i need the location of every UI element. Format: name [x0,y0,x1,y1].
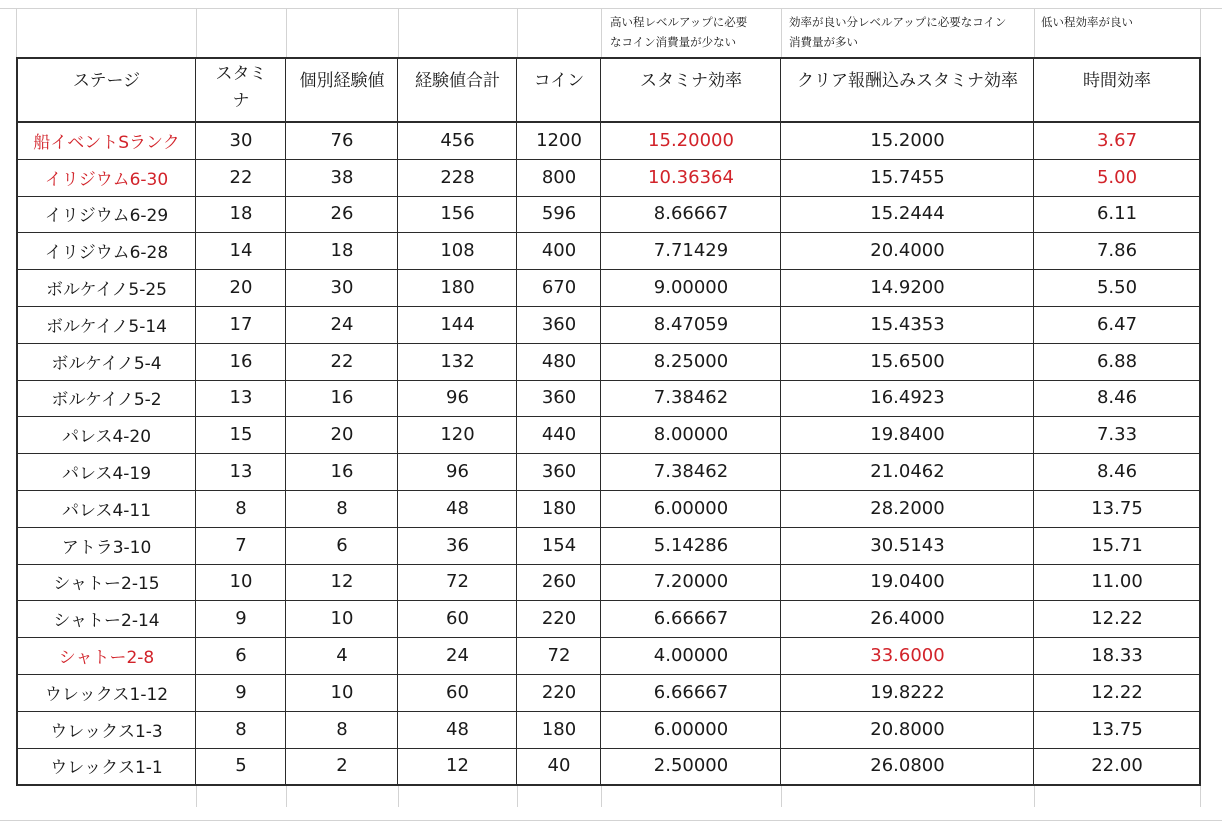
grid-line [1200,784,1201,807]
cell-exp-each[interactable]: 30 [330,277,354,299]
cell-exp-each[interactable]: 8 [336,718,348,740]
cell-clear-eff[interactable]: 15.4353 [870,313,945,335]
cell-stamina-eff[interactable]: 7.20000 [653,571,729,593]
grid-line [16,306,1201,307]
cell-stamina-eff[interactable]: 7.38462 [653,461,729,483]
cell-coin[interactable]: 800 [541,166,577,188]
cell-exp-each[interactable]: 16 [330,387,354,409]
cell-clear-eff[interactable]: 26.4000 [870,608,945,630]
grid-line [16,57,18,785]
cell-clear-eff[interactable]: 33.6000 [870,645,945,667]
cell-exp-each[interactable]: 26 [330,203,354,225]
time-eff-note[interactable]: 低い程効率が良い [1041,15,1133,29]
cell-stamina[interactable]: 30 [229,129,253,151]
cell-stamina-eff[interactable]: 6.66667 [653,681,729,703]
cell-time-eff[interactable]: 12.22 [1091,681,1143,703]
cell-exp-each[interactable]: 16 [330,461,354,483]
cell-stamina[interactable]: 5 [235,755,247,777]
cell-exp-total[interactable]: 156 [440,203,475,225]
cell-exp-each[interactable]: 22 [330,350,354,372]
grid-line [1200,8,1201,58]
cell-exp-total[interactable]: 72 [446,571,469,593]
cell-stage[interactable]: シャトー2-14 [53,611,160,632]
header-exp-each[interactable]: 個別経験値 [299,71,385,91]
cell-exp-each[interactable]: 4 [336,645,348,667]
cell-exp-total[interactable]: 60 [446,608,469,630]
grid-line [16,600,1201,601]
grid-line [16,196,1201,197]
cell-coin[interactable]: 596 [541,203,577,225]
grid-line [16,784,1201,786]
cell-stage[interactable]: ボルケイノ5-14 [45,316,168,337]
cell-exp-each[interactable]: 76 [330,129,354,151]
cell-clear-eff[interactable]: 21.0462 [870,461,945,483]
header-time-eff[interactable]: 時間効率 [1083,71,1151,91]
cell-stamina[interactable]: 8 [235,497,247,519]
grid-line [601,8,602,58]
header-exp-total[interactable]: 経験値合計 [415,71,500,91]
cell-time-eff[interactable]: 7.33 [1096,424,1138,446]
grid-line [1034,8,1035,58]
cell-time-eff[interactable]: 8.46 [1096,461,1138,483]
cell-clear-eff[interactable]: 26.0800 [870,755,945,777]
grid-line [16,8,17,58]
cell-stamina-eff[interactable]: 5.14286 [653,534,729,556]
cell-clear-eff[interactable]: 14.9200 [870,277,945,299]
cell-time-eff[interactable]: 11.00 [1091,571,1143,593]
cell-stamina[interactable]: 20 [229,277,253,299]
cell-exp-total[interactable]: 108 [440,240,475,262]
stamina-eff-note-line2[interactable]: なコイン消費量が少ない [610,35,737,49]
cell-stage[interactable]: パレス4-11 [61,500,152,521]
cell-stamina-eff[interactable]: 7.38462 [653,387,729,409]
cell-exp-total[interactable]: 48 [446,497,469,519]
clear-eff-note-line2[interactable]: 消費量が多い [789,35,858,49]
cell-time-eff[interactable]: 15.71 [1091,534,1143,556]
grid-line [16,637,1201,638]
cell-exp-total[interactable]: 96 [446,461,469,483]
grid-line [16,453,1201,454]
cell-exp-total[interactable]: 12 [446,755,469,777]
cell-stage[interactable]: イリジウム6-28 [44,243,169,264]
grid-line [16,711,1201,712]
cell-coin[interactable]: 72 [547,645,571,667]
grid-line [516,57,517,785]
cell-stamina-eff[interactable]: 6.66667 [653,608,729,630]
cell-stage[interactable]: ウレックス1-12 [44,684,169,705]
cell-stamina-eff[interactable]: 8.25000 [653,350,729,372]
cell-exp-total[interactable]: 36 [446,534,469,556]
cell-stamina-eff[interactable]: 7.71429 [653,240,729,262]
cell-clear-eff[interactable]: 19.8222 [870,681,945,703]
cell-stamina[interactable]: 15 [229,424,253,446]
cell-exp-each[interactable]: 24 [330,313,354,335]
cell-coin[interactable]: 480 [541,350,577,372]
grid-line [781,784,782,807]
cell-stamina[interactable]: 7 [235,534,247,556]
grid-line [16,121,1201,123]
stamina-eff-note-line1[interactable]: 高い程レベルアップに必要 [610,15,748,29]
cell-stamina-eff[interactable]: 6.00000 [653,718,729,740]
grid-line [16,232,1201,233]
grid-line [196,8,197,58]
cell-exp-total[interactable]: 180 [440,277,475,299]
cell-time-eff[interactable]: 6.47 [1096,313,1138,335]
cell-stamina-eff[interactable]: 10.36364 [648,166,734,188]
cell-stage[interactable]: パレス4-20 [61,427,152,448]
cell-stage[interactable]: 船イベントSランク [33,132,180,153]
grid-line [16,57,1201,59]
cell-exp-each[interactable]: 2 [336,755,348,777]
cell-exp-each[interactable]: 20 [330,424,354,446]
cell-clear-eff[interactable]: 16.4923 [870,387,945,409]
grid-line [780,57,781,785]
cell-stamina-eff[interactable]: 8.00000 [653,424,729,446]
cell-stamina[interactable]: 13 [229,461,253,483]
cell-stamina[interactable]: 13 [229,387,253,409]
grid-line [196,784,197,807]
cell-time-eff[interactable]: 7.86 [1096,240,1138,262]
cell-stamina[interactable]: 9 [235,681,247,703]
cell-clear-eff[interactable]: 28.2000 [870,497,945,519]
grid-line [16,269,1201,270]
cell-clear-eff[interactable]: 20.4000 [870,240,945,262]
cell-stamina-eff[interactable]: 2.50000 [653,755,729,777]
cell-coin[interactable]: 260 [541,571,577,593]
cell-time-eff[interactable]: 22.00 [1091,755,1143,777]
grid-line [1199,57,1201,785]
cell-stamina-eff[interactable]: 15.20000 [648,129,734,151]
cell-stamina-eff[interactable]: 4.00000 [653,645,729,667]
cell-time-eff[interactable]: 18.33 [1091,645,1143,667]
cell-exp-total[interactable]: 144 [440,313,475,335]
cell-coin[interactable]: 180 [541,718,577,740]
header-coin[interactable]: コイン [533,71,585,91]
cell-coin[interactable]: 180 [541,497,577,519]
cell-stage[interactable]: パレス4-19 [61,464,152,485]
header-clear-eff[interactable]: クリア報酬込みスタミナ効率 [797,71,1018,91]
cell-stamina[interactable]: 8 [235,718,247,740]
grid-line [517,784,518,807]
grid-line [286,784,287,807]
cell-exp-each[interactable]: 6 [336,534,348,556]
clear-eff-note-line1[interactable]: 効率が良い分レベルアップに必要なコイン [789,15,1007,29]
cell-clear-eff[interactable]: 19.8400 [870,424,945,446]
grid-line [286,8,287,58]
grid-line [16,674,1201,675]
header-stage[interactable]: ステージ [72,71,141,91]
grid-line [16,564,1201,565]
grid-line [398,784,399,807]
cell-stage[interactable]: ウレックス1-1 [50,758,163,779]
cell-clear-eff[interactable]: 15.6500 [870,350,945,372]
grid-line [16,159,1201,160]
cell-clear-eff[interactable]: 30.5143 [870,534,945,556]
cell-stage[interactable]: イリジウム6-30 [44,169,169,190]
cell-time-eff[interactable]: 5.00 [1096,166,1138,188]
cell-time-eff[interactable]: 8.46 [1096,387,1138,409]
cell-stage[interactable]: シャトー2-8 [58,648,155,669]
cell-time-eff[interactable]: 3.67 [1096,129,1138,151]
cell-stage[interactable]: ボルケイノ5-25 [45,280,168,301]
cell-stage[interactable]: ボルケイノ5-4 [51,353,162,374]
grid-line [601,784,602,807]
cell-coin[interactable]: 360 [541,313,577,335]
grid-line [16,343,1201,344]
cell-time-eff[interactable]: 13.75 [1091,497,1143,519]
cell-stage[interactable]: イリジウム6-29 [44,206,169,227]
grid-line [600,57,601,785]
grid-line [1034,784,1035,807]
grid-line [285,57,286,785]
cell-exp-each[interactable]: 18 [330,240,354,262]
cell-coin[interactable]: 360 [541,387,577,409]
cell-exp-total[interactable]: 48 [446,718,469,740]
grid-line [16,748,1201,749]
cell-exp-total[interactable]: 456 [440,129,475,151]
cell-exp-total[interactable]: 132 [440,350,475,372]
cell-time-eff[interactable]: 12.22 [1091,608,1143,630]
cell-stamina[interactable]: 10 [229,571,253,593]
cell-stage[interactable]: アトラ3-10 [61,537,152,558]
cell-coin[interactable]: 154 [541,534,577,556]
cell-clear-eff[interactable]: 15.2444 [870,203,945,225]
cell-time-eff[interactable]: 5.50 [1096,277,1138,299]
cell-coin[interactable]: 220 [541,681,577,703]
grid-line [517,8,518,58]
cell-exp-total[interactable]: 120 [440,424,475,446]
cell-clear-eff[interactable]: 15.7455 [870,166,945,188]
cell-coin[interactable]: 1200 [536,129,582,151]
cell-stamina[interactable]: 14 [229,240,253,262]
header-stamina-line1: スタミ [215,64,267,84]
cell-stamina[interactable]: 22 [229,166,253,188]
header-stamina-eff[interactable]: スタミナ効率 [640,71,742,91]
grid-line [16,527,1201,528]
cell-time-eff[interactable]: 13.75 [1091,718,1143,740]
cell-stage[interactable]: ボルケイノ5-2 [51,390,162,411]
cell-exp-total[interactable]: 228 [440,166,475,188]
cell-coin[interactable]: 40 [547,755,571,777]
cell-exp-total[interactable]: 96 [446,387,469,409]
cell-exp-each[interactable]: 38 [330,166,354,188]
cell-coin[interactable]: 360 [541,461,577,483]
grid-line [16,380,1201,381]
cell-exp-each[interactable]: 10 [330,681,354,703]
header-stamina-line2: ナ [232,91,250,111]
grid-line [195,57,196,785]
cell-stamina-eff[interactable]: 9.00000 [653,277,729,299]
cell-stage[interactable]: ウレックス1-3 [50,721,163,742]
cell-stamina[interactable]: 17 [229,313,253,335]
grid-line [1033,57,1034,785]
cell-stamina[interactable]: 9 [235,608,247,630]
cell-exp-each[interactable]: 8 [336,497,348,519]
cell-exp-each[interactable]: 12 [330,571,354,593]
grid-line [16,416,1201,417]
cell-exp-total[interactable]: 60 [446,681,469,703]
cell-exp-each[interactable]: 10 [330,608,354,630]
cell-clear-eff[interactable]: 20.8000 [870,718,945,740]
cell-coin[interactable]: 220 [541,608,577,630]
cell-stamina-eff[interactable]: 8.66667 [653,203,729,225]
grid-line [398,8,399,58]
cell-time-eff[interactable]: 6.88 [1096,350,1138,372]
header-stamina[interactable] [196,58,286,122]
cell-stage[interactable]: シャトー2-15 [53,574,160,595]
cell-coin[interactable]: 400 [541,240,577,262]
cell-stamina[interactable]: 18 [229,203,253,225]
cell-clear-eff[interactable]: 19.0400 [870,571,945,593]
cell-stamina-eff[interactable]: 8.47059 [653,313,729,335]
grid-line [397,57,398,785]
grid-line [781,8,782,58]
cell-stamina-eff[interactable]: 6.00000 [653,497,729,519]
grid-line [0,8,1222,9]
cell-stamina[interactable]: 16 [229,350,253,372]
cell-stamina[interactable]: 6 [235,645,247,667]
cell-coin[interactable]: 440 [541,424,577,446]
cell-time-eff[interactable]: 6.11 [1096,203,1138,225]
grid-line [16,490,1201,491]
cell-clear-eff[interactable]: 15.2000 [870,129,945,151]
cell-exp-total[interactable]: 24 [446,645,469,667]
cell-coin[interactable]: 670 [541,277,577,299]
